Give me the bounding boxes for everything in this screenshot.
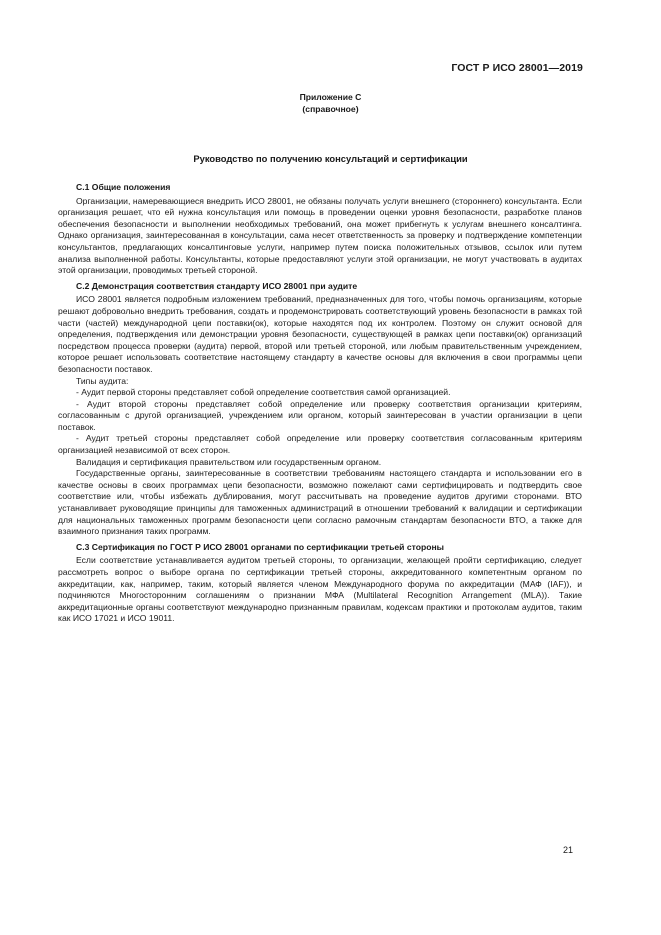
paragraph: Типы аудита: [76, 375, 129, 386]
list-item: - Аудит второй стороны представляет собой определение или проверку соответствия организации критериям, согласованным с другой организацией, учреждением или органом, который заинтересован в участии организации в цепи поставок. [58, 398, 582, 432]
annex-subtitle: (справочное) [302, 104, 359, 114]
paragraph: Валидация и сертификация правительством или государственным органом. [76, 456, 382, 467]
list-item: - Аудит первой стороны представляет собой определение соответствия самой организацией. [76, 387, 451, 398]
paragraph: Организации, намеревающиеся внедрить ИСО 28001, не обязаны получать услуги внешнего (стороннего) консультанта. Если организация решает, что ей нужна консультация или помощь в проведении оценки уровня безопасности, разработке планов обеспечения безопасности и выполнении необходимых требований, она может прибегнуть к услугам внешнего консалтинга. Однако организация, заинтересованная в консультации, сама несет ответственность за проверку и подтверждение компетенции консультантов, предлагающих консалтинговые услуги, например путем поиска положительных отзывов, ссылок или путем анализа выполненной работы. Консультанты, которые предоставляют услуги этой организации, не могут участвовать в аудитах этой организации, проводимых третьей стороной. [58, 195, 582, 276]
paragraph: Если соответствие устанавливается аудитом третьей стороны, то организации, желающей пройти сертификацию, следует рассмотреть вопрос о выборе органа по сертификации третьей стороны, аккредитованного компетентным органом по аккредитации, как, например, таким, который является членом Международного форума по аккредитации (МАФ (IAF)), и подчиняются Многосторонним соглашениям о признании МФА (Multilateral Recognition Arrangement (MLA)). Такие аккредитационные органы соответствуют международно признанным правилам, кодексам практики и протоколам аудитов, таким как ИСО 17021 и ИСО 19011. [58, 555, 582, 624]
section-c2 [58, 281, 582, 538]
standard-header: ГОСТ Р ИСО 28001—2019 [451, 62, 583, 74]
document-body [58, 182, 582, 629]
list-item: - Аудит третьей стороны представляет собой определение или проверку соответствия согласованным критериям организацией независимой от всех сторон. [58, 433, 582, 456]
section-heading: С.3 Сертификация по ГОСТ Р ИСО 28001 органами по сертификации третьей стороны [76, 541, 444, 552]
annex-title: Приложение С [299, 92, 362, 102]
page-number: 21 [562, 845, 573, 855]
paragraph: Государственные органы, заинтересованные в соответствии требованиям настоящего стандарта и использовании его в качестве основы в своих программах цепи безопасности, возможно пожелают сами сертифицировать и подтвердить свое соответствие или, чтобы избежать дублирования, могут рассчитывать на проведение аудитов другими сторонами. ВТО устанавливает руководящие принципы для таможенных администраций в отношении требований к валидации и сертификации для национальных таможенных программ безопасности цепи согласно рамочным стандартам безопасности ВТО, а также для взаимного признания таких программ. [58, 468, 582, 537]
section-heading: С.2 Демонстрация соответствия стандарту ИСО 28001 при аудите [76, 280, 358, 291]
paragraph: ИСО 28001 является подробным изложением требований, предназначенных для того, чтобы помочь организациям, которые решают добровольно внедрить требования, создать и продемонстрировать соответствующий уровень безопасности в рамках той части (частей) международной цепи поставки(ок), которые находятся под их контролем. Поэтому он служит основой для определения, подтверждения или демонстрации уровня безопасности, существующей в рамках цепи поставки(ок) организаций посредством процесса проверки (аудита) первой, второй или третьей стороной, или любым правительственным учреждением, которое решает использовать соответствие настоящему стандарту в качестве основы для включения в свои программы цепи безопасности поставок. [58, 294, 582, 374]
section-c1 [58, 182, 582, 277]
section-heading: С.1 Общие положения [76, 182, 171, 192]
section-c3 [58, 542, 582, 625]
main-title: Руководство по получению консультаций и сертификации [193, 153, 468, 164]
